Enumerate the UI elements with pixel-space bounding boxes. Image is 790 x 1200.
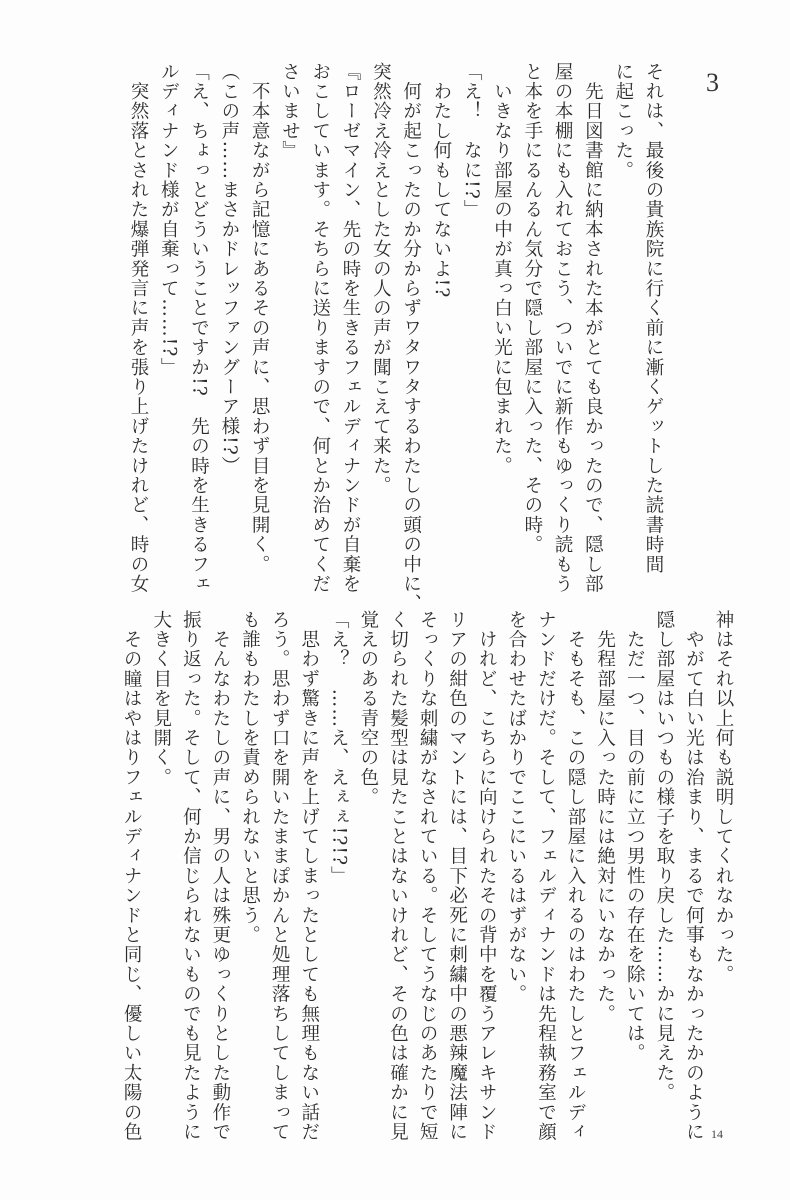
text-line: 「え！ なに!?」 [461,62,483,220]
text-line: 何が起こったのか分からずワタワタするわたしの頭の中に、 [400,62,422,614]
text-line: リアの紺色のマントには、目下必死に刺繍中の悪辣魔法陣に [446,610,468,1142]
chapter-number: 3 [706,68,719,97]
text-line: そんなわたしの声に、男の人は殊更ゆっくりとした動作で [209,610,231,1142]
text-line: ろう。思わず口を開いたままぽかんと処理落ちしてしまって [269,610,291,1142]
text-line: ルディナンド様が自棄って……!?」 [158,62,180,378]
text-line: 隠し部屋はいつもの様子を取り戻した……かに見えた。 [653,610,675,1103]
text-line: そっくりな刺繍がなされている。そしてうなじのあたりで短 [417,610,439,1142]
text-line: その瞳はやはりフェルディナンドと同じ、優しい太陽の色 [121,610,143,1142]
text-line: （この声……まさかドレッファングーア様!?） [218,62,240,476]
text-line: 思わず驚きに声を上げてしまったとしても無理もない話だ [298,610,320,1142]
text-line: 先日図書館に納本された本がとても良かったので、隠し部 [582,62,604,594]
text-line: さいませ』 [279,62,301,161]
text-line: 先程部屋に入った時には絶対にいなかった。 [594,610,616,1024]
text-line: 『ローゼマイン、先の時を生きるフェルディナンドが自棄を [340,62,362,594]
text-line: けれど、こちらに向けられたその背中を覆うアレキサンド [476,610,498,1142]
text-line: も誰もわたしを責められないと思う。 [239,610,261,945]
text-line: おこしています。そちらに送りますので、何とか治めてくだ [309,62,331,594]
text-line: 神はそれ以上何も説明してくれなかった。 [713,610,734,985]
text-line: 振り返った。そして、何か信じられないものでも見たように [180,610,202,1142]
text-line: 突然冷え冷えとした女の人の声が聞こえて来た。 [370,62,392,496]
text-line: に起こった。 [612,62,634,181]
text-line: 不本意ながら記憶にあるその声に、思わず目を見開く。 [249,62,271,575]
text-line: く切られた髪型は見たことはないけれど、その色は確かに見 [387,610,409,1142]
text-line: 覚えのある青空の色。 [357,610,379,807]
text-line: 突然落とされた爆弾発言に声を張り上げたけれど、時の女 [127,62,149,594]
text-line: を合わせたばかりでここにいるはずがない。 [505,610,527,1004]
text-line: 「え、ちょっとどういうことですか!? 先の時を生きるフェ [188,62,210,594]
text-line: 屋の本棚にも入れておこう、ついでに新作もゆっくり読もう [552,62,574,594]
text-line: 「え？ ……え、えぇぇ!?!?」 [328,610,350,886]
upper-text-block [123,62,668,614]
page-number: 14 [711,1127,723,1141]
text-line: いきなり部屋の中が真っ白い光に包まれた。 [491,62,513,476]
text-line: それは、最後の貴族院に行く前に漸くゲットした読書時間 [643,62,664,575]
text-line: 大きく目を見開く。 [150,610,172,788]
text-line: と本を手にるんるん気分で隠し部屋に入った、その時。 [521,62,543,555]
text-line: そもそも、この隠し部屋に入れるのはわたしとフェルディ [565,610,587,1142]
text-line: ナンドだけだ。そして、フェルディナンドは先程執務室で顔 [535,610,557,1142]
text-line: ただ一つ、目の前に立つ男性の存在を除いては。 [624,610,646,1064]
text-line: わたし何もしてないよ!? [430,62,452,299]
text-line: やがて白い光は治まり、まるで何事もなかったかのように [683,610,705,1142]
